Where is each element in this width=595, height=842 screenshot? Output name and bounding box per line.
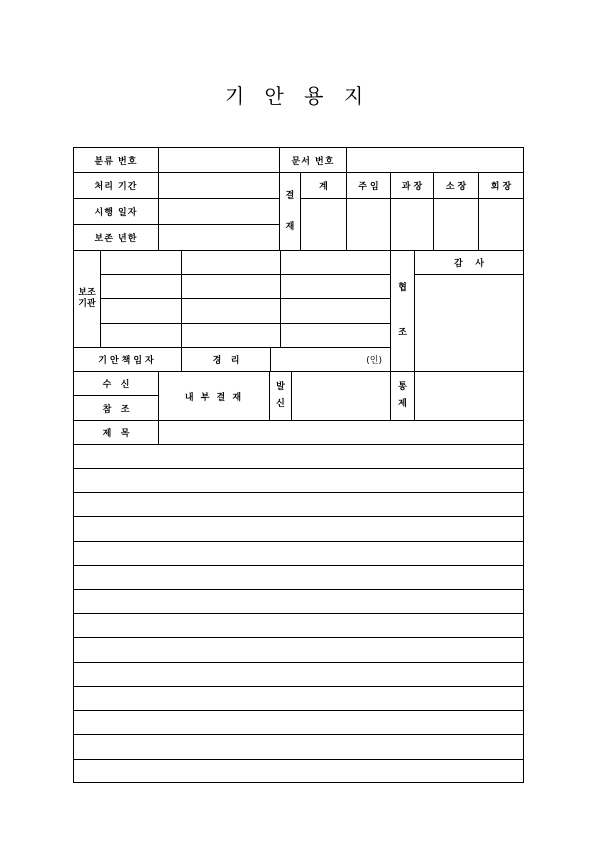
document-number-field[interactable] <box>346 147 524 173</box>
body-rule <box>73 468 524 469</box>
assistant-org-cell[interactable] <box>181 274 281 299</box>
body-rule <box>73 613 524 614</box>
assistant-org-cell[interactable] <box>100 298 182 324</box>
assistant-org-cell[interactable] <box>280 274 391 299</box>
body-rule <box>73 710 524 711</box>
reference-label: 참 조 <box>73 395 159 421</box>
processing-period-label: 처리 기간 <box>73 172 159 199</box>
seal-mark: (인) <box>366 356 382 366</box>
approval-label-char-1: 결 <box>285 190 295 201</box>
control-field[interactable] <box>414 371 524 421</box>
body-rule <box>73 759 524 760</box>
control-label-char-1: 통 <box>398 382 407 392</box>
approval-sign-box[interactable] <box>300 198 347 251</box>
retention-period-label: 보존 년한 <box>73 224 159 251</box>
assistant-org-cell[interactable] <box>181 323 281 348</box>
audit-label: 감 사 <box>414 250 524 275</box>
enforcement-date-field[interactable] <box>158 198 280 225</box>
dispatch-label-char-2: 신 <box>276 399 285 409</box>
classification-number-field[interactable] <box>158 147 280 173</box>
recipient-label: 수 신 <box>73 371 159 396</box>
approval-label <box>279 172 301 251</box>
body-rule <box>73 637 524 638</box>
body-rule <box>73 492 524 493</box>
form-title: 기 안 용 지 <box>224 84 371 108</box>
dispatch-field[interactable] <box>291 371 391 421</box>
control-label <box>390 371 415 421</box>
approval-sign-box[interactable] <box>346 198 391 251</box>
cooperation-label <box>390 250 415 372</box>
assistant-org-cell[interactable] <box>181 250 281 275</box>
approval-column-header: 과 장 <box>390 172 434 199</box>
approval-sign-box[interactable] <box>433 198 479 251</box>
approval-column-header: 소 장 <box>433 172 479 199</box>
assistant-org-cell[interactable] <box>181 298 281 324</box>
assistant-org-cell[interactable] <box>100 323 182 348</box>
assistant-org-label-line-2: 기관 <box>78 299 96 309</box>
assistant-org-cell[interactable] <box>100 274 182 299</box>
approval-sign-box[interactable] <box>478 198 524 251</box>
drafter-label: 기안책임자 <box>73 347 182 372</box>
processing-period-field[interactable] <box>158 172 280 199</box>
subject-field[interactable] <box>158 420 524 445</box>
cooperation-label-char-1: 협 <box>398 283 407 293</box>
drafter-seal-field[interactable] <box>270 347 391 372</box>
assistant-org-cell[interactable] <box>280 323 391 348</box>
body-rule <box>73 589 524 590</box>
approval-label-char-2: 재 <box>285 221 295 232</box>
assistant-org-label-line-1: 보조 <box>78 288 96 298</box>
body-rule <box>73 686 524 687</box>
assistant-org-cell[interactable] <box>280 250 391 275</box>
assistant-org-label <box>73 250 101 348</box>
approval-column-header: 주 임 <box>346 172 391 199</box>
body-rule <box>73 734 524 735</box>
retention-period-field[interactable] <box>158 224 280 251</box>
approval-sign-box[interactable] <box>390 198 434 251</box>
control-label-char-2: 제 <box>398 399 407 409</box>
assistant-org-cell[interactable] <box>100 250 182 275</box>
internal-approval-label: 내 부 결 재 <box>158 371 270 421</box>
dispatch-label-char-1: 발 <box>276 382 285 392</box>
dispatch-label <box>269 371 292 421</box>
body-rule <box>73 662 524 663</box>
via-label: 경 리 <box>181 347 271 372</box>
body-rule <box>73 541 524 542</box>
cooperation-label-char-2: 조 <box>398 328 407 338</box>
document-number-label: 문서 번호 <box>279 147 347 173</box>
enforcement-date-label: 시행 일자 <box>73 198 159 225</box>
subject-label: 제 목 <box>73 420 159 445</box>
approval-column-header: 계 <box>300 172 347 199</box>
audit-field[interactable] <box>414 274 524 372</box>
body-rule <box>73 516 524 517</box>
classification-number-label: 분류 번호 <box>73 147 159 173</box>
assistant-org-cell[interactable] <box>280 298 391 324</box>
body-rule <box>73 565 524 566</box>
approval-column-header: 회 장 <box>478 172 524 199</box>
